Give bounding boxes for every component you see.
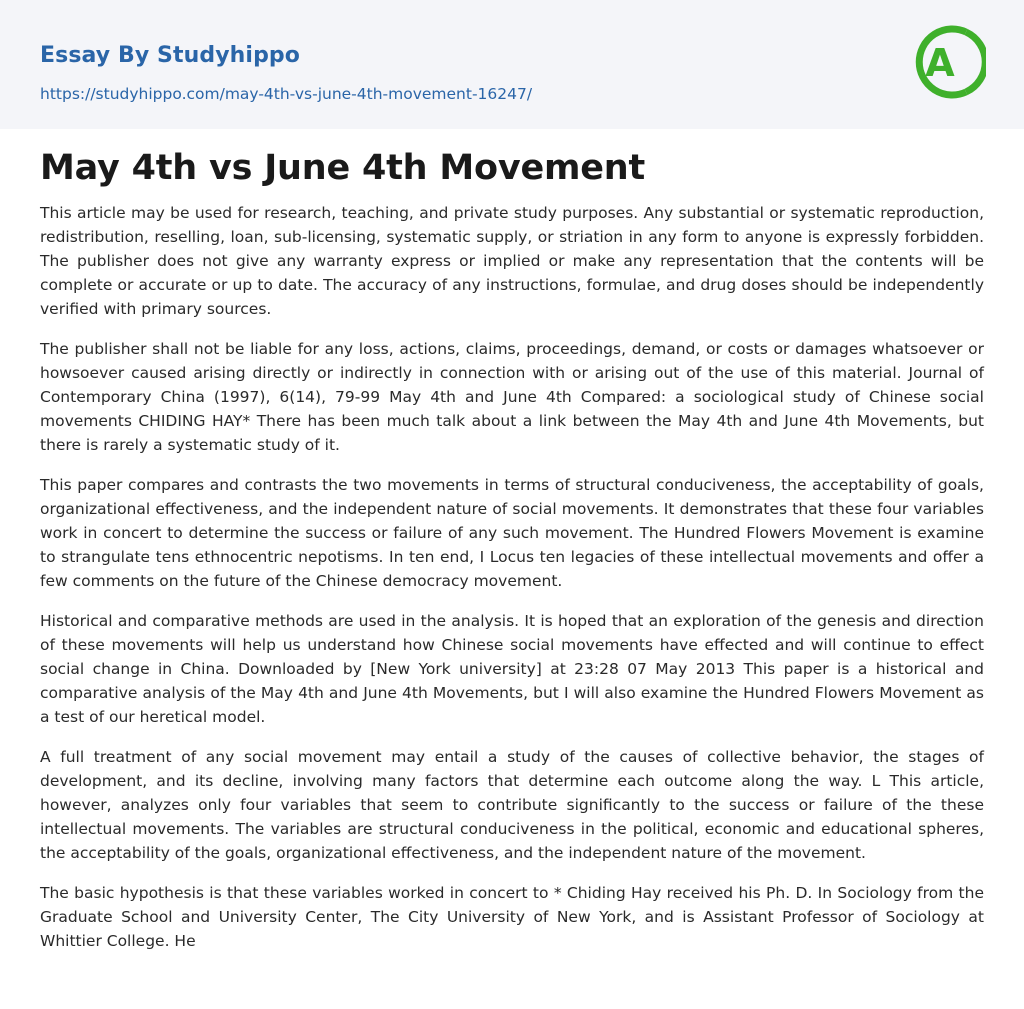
article [0, 147, 1024, 953]
paragraph-4: Historical and comparative methods are used in the analysis. It is hoped that an exploration of the genesis and direction of these movements will help us understand how Chinese social movements have effected and will continue to effect social change in China. Downloaded by [New York university] at 23:28 07 May 2013 This paper is a historical and comparative analysis of the May 4th and June 4th Movements, but I will also examine the Hundred Flowers Movement as a test of our heretical model. [40, 612, 984, 726]
paragraph-1: This article may be used for research, teaching, and private study purposes. Any substantial or systematic reproduction, redistribution, reselling, loan, sub-licensing, systematic supply, or striation in any form to anyone is expressly forbidden. The publisher does not give any warranty express or implied or make any representation that the contents will be complete or accurate or up to date. The accuracy of any instructions, formulae, and drug doses should be independently verified with primary sources. [40, 204, 984, 318]
article-body [40, 201, 984, 953]
paragraph-2: The publisher shall not be liable for any loss, actions, claims, proceedings, demand, or costs or damages whatsoever or howsoever caused arising directly or indirectly in connection with or arising out of the use of this material. Journal of Contemporary China (1997), 6(14), 79-99 May 4th and June 4th Compared: a sociological study of Chinese social movements CHIDING HAY* There has been much talk about a link between the May 4th and June 4th Movements, but there is rarely a systematic study of it. [40, 340, 984, 454]
paragraph-6: The basic hypothesis is that these variables worked in concert to * Chiding Hay received his Ph. D. In Sociology from the Graduate School and University Center, The City University of New York, and is Assistant Professor of Sociology at Whittier College. He [40, 884, 984, 950]
source-url-link[interactable]: https://studyhippo.com/may-4th-vs-june-4th-movement-16247/ [40, 85, 533, 103]
paragraph-3: This paper compares and contrasts the two movements in terms of structural conduciveness, the acceptability of goals, organizational effectiveness, and the independent nature of social movements. It demonstrates that these four variables work in concert to determine the success or failure of any such movement. The Hundred Flowers Movement is examine to strangulate tens ethnocentric nepotisms. In ten end, I Locus ten legacies of these intellectual movements and offer a few comments on the future of the Chinese democracy movement. [40, 476, 984, 590]
studyhippo-logo-icon[interactable] [910, 19, 986, 105]
logo-letter: A [925, 41, 955, 85]
page-title: May 4th vs June 4th Movement [40, 148, 646, 188]
paragraph-5: A full treatment of any social movement may entail a study of the causes of collective behavior, the stages of development, and its decline, involving many factors that determine each outcome along the way. L This article, however, analyzes only four variables that seem to contribute significantly to the success or failure of the these intellectual movements. The variables are structural conduciveness in the political, economic and educational spheres, the acceptability of the goals, organizational effectiveness, and the independent nature of the movement. [40, 748, 984, 862]
brand-title[interactable]: Essay By Studyhippo [40, 43, 300, 68]
site-header [0, 0, 1024, 129]
